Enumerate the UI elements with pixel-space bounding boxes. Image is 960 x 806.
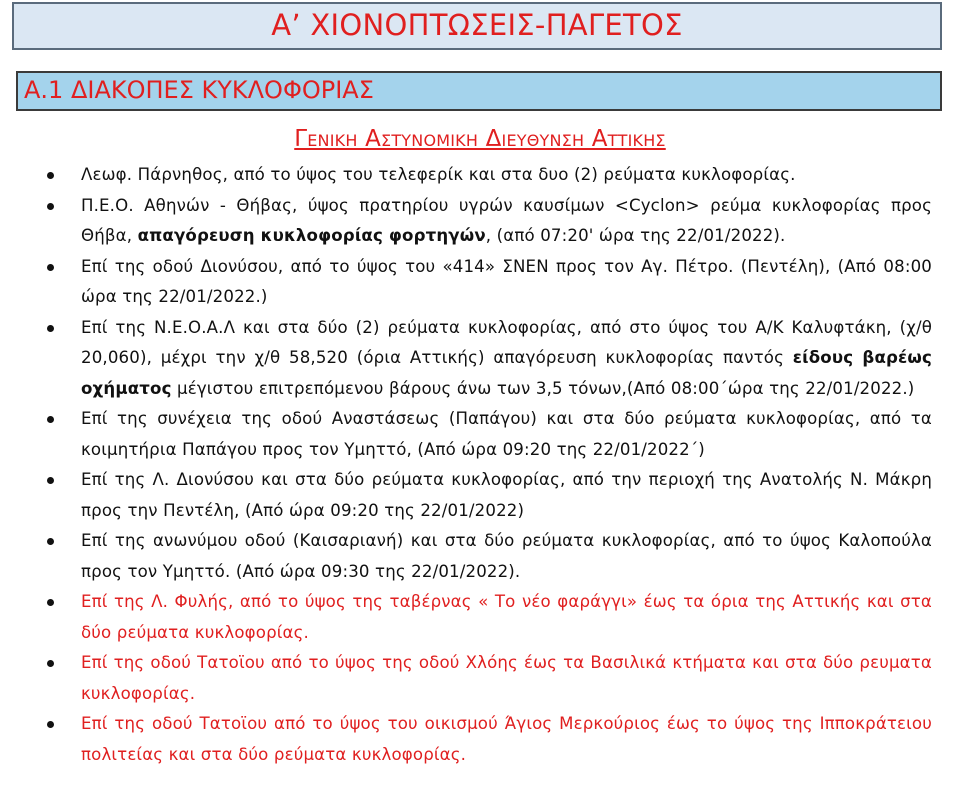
section-heading: Α.1 ΔΙΑΚΟΠΕΣ ΚΥΚΛΟΦΟΡΙΑΣ <box>24 76 374 104</box>
list-item: Επί της οδού Διονύσου, από το ύψος του «414» ΣΝΕΝ προς τον Αγ. Πέτρο. (Πεντέλη), (Από 08:00 ώρα της 22/01/2022.) <box>0 252 960 313</box>
list-item: Επί της Ν.Ε.Ο.Α.Λ και στα δύο (2) ρεύματα κυκλοφορίας, από στο ύψος του Α/Κ Καλυφτάκη, (χ/θ 20,060), μέχρι την χ/θ 58,520 (όρια Αττικής) απαγόρευση κυκλοφορίας παντός είδους βαρέως οχήματος μέγιστου επιτρεπόμενου βάρους άνω των 3,5 τόνων,(Από 08:00΄ώρα της 22/01/2022.) <box>0 313 960 405</box>
document-title-box <box>12 2 942 50</box>
document-title: Α’ ΧΙΟΝΟΠΤΩΣΕΙΣ-ΠΑΓΕΤΟΣ <box>271 8 683 42</box>
list-item-highlighted: Επί της οδού Τατοϊου από το ύψος του οικισμού Άγιος Μερκούριος έως το ύψος της Ιπποκράτειου πολιτείας και στα δύο ρεύματα κυκλοφορίας. <box>0 709 960 770</box>
authority-heading: Γενικη Αστυνομικη Διευθυνση Αττικησ <box>294 126 666 152</box>
list-item: Λεωφ. Πάρνηθος, από το ύψος του τελεφερίκ και στα δυο (2) ρεύματα κυκλοφορίας. <box>0 160 960 191</box>
list-item: Επί της συνέχεια της οδού Αναστάσεως (Παπάγου) και στα δύο ρεύματα κυκλοφορίας, από τα κοιμητήρια Παπάγου προς τον Υμηττό, (Από ώρα 09:20 της 22/01/2022΄) <box>0 404 960 465</box>
list-item-highlighted: Επί της Λ. Φυλής, από το ύψος της ταβέρνας « Το νέο φαράγγι» έως τα όρια της Αττικής και στα δύο ρεύματα κυκλοφορίας. <box>0 587 960 648</box>
section-header-box <box>16 71 942 111</box>
list-item: Επί της ανωνύμου οδού (Καισαριανή) και στα δύο ρεύματα κυκλοφορίας, από το ύψος Καλοπούλα προς τον Υμηττό. (Από ώρα 09:30 της 22/01/2022). <box>0 526 960 587</box>
list-item-highlighted: Επί της οδού Τατοϊου από το ύψος της οδού Χλόης έως τα Βασιλικά κτήματα και στα δύο ρευματα κυκλοφορίας. <box>0 648 960 709</box>
list-item: Επί της Λ. Διονύσου και στα δύο ρεύματα κυκλοφορίας, από την περιοχή της Ανατολής Ν. Μάκρη προς την Πεντέλη, (Από ώρα 09:20 της 22/01/2022) <box>0 465 960 526</box>
authority-heading-wrap <box>0 126 960 152</box>
closure-list <box>0 160 960 770</box>
list-item: Π.Ε.Ο. Αθηνών - Θήβας, ύψος πρατηρίου υγρών καυσίμων <Cyclon> ρεύμα κυκλοφορίας προς Θήβα, απαγόρευση κυκλοφορίας φορτηγών, (από 07:20' ώρα της 22/01/2022). <box>0 191 960 252</box>
